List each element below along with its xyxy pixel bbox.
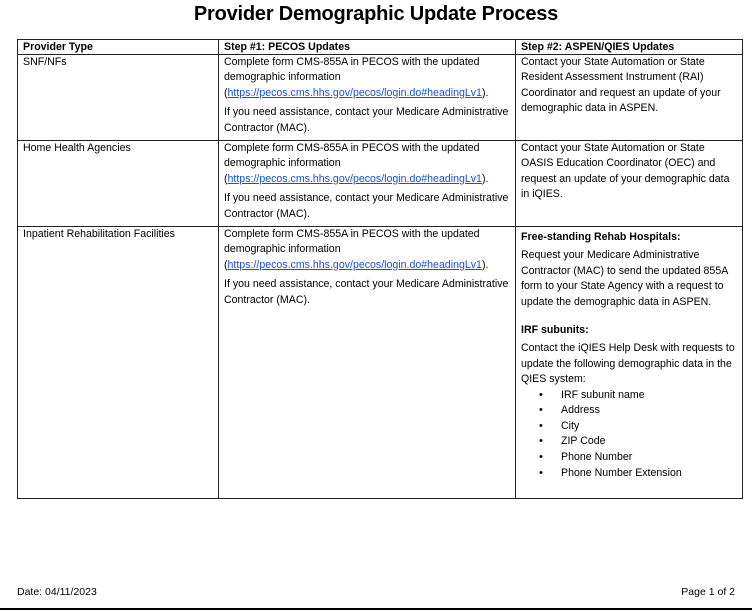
provider-update-table: [17, 39, 743, 499]
list-item: • ZIP Code: [561, 434, 738, 450]
list-item: • Phone Number Extension: [561, 466, 738, 482]
step2-instructions: Contact your State Automation or State OASIS Education Coordinator (OEC) and request an update of your demographic data in iQIES.: [521, 142, 730, 201]
table-row: [18, 141, 743, 227]
pecos-link[interactable]: https://pecos.cms.hhs.gov/pecos/login.do#headingLv1: [227, 86, 482, 99]
freestanding-heading: Free-standing Rehab Hospitals:: [521, 231, 681, 243]
step1-instructions: Complete form CMS-855A in PECOS with the updated demographic information (https://pecos.cms.hhs.gov/pecos/login.do#headingLv1).: [224, 228, 489, 271]
list-item: • City: [561, 419, 738, 435]
pecos-link[interactable]: https://pecos.cms.hhs.gov/pecos/login.do#headingLv1: [227, 258, 482, 271]
header-step2: Step #2: ASPEN/QIES Updates: [516, 40, 743, 55]
step1-assist-text: If you need assistance, contact your Medicare Administrative Contractor (MAC).: [224, 278, 509, 306]
footer-date: Date: 04/11/2023: [17, 586, 97, 598]
step2-cell: [516, 55, 743, 141]
header-provider-type: Provider Type: [18, 40, 219, 55]
provider-type-cell: Home Health Agencies: [18, 141, 219, 227]
list-item: • IRF subunit name: [561, 388, 738, 404]
step2-instructions: Contact your State Automation or State Resident Assessment Instrument (RAI) Coordinator and request an update of your demographic data in ASPEN.: [521, 56, 721, 115]
step1-assist-text: If you need assistance, contact your Medicare Administrative Contractor (MAC).: [224, 106, 509, 134]
header-step1: Step #1: PECOS Updates: [219, 40, 516, 55]
step1-instructions: Complete form CMS-855A in PECOS with the updated demographic information (https://pecos.cms.hhs.gov/pecos/login.do#headingLv1).: [224, 56, 489, 99]
footer-page-number: Page 1 of 2: [681, 586, 735, 598]
step1-cell: [219, 141, 516, 227]
step1-assist-text: If you need assistance, contact your Medicare Administrative Contractor (MAC).: [224, 192, 509, 220]
list-item: • Address: [561, 403, 738, 419]
pecos-link[interactable]: https://pecos.cms.hhs.gov/pecos/login.do#headingLv1: [227, 172, 482, 185]
table-row: [18, 55, 743, 141]
provider-type-cell: Inpatient Rehabilitation Facilities: [18, 227, 219, 499]
freestanding-text: Request your Medicare Administrative Contractor (MAC) to send the updated 855A form to your State Agency with a request to update the demographic data in ASPEN.: [521, 249, 728, 308]
step1-cell: [219, 55, 516, 141]
irf-subunits-text: Contact the iQIES Help Desk with requests to update the following demographic data in the QIES system:: [521, 342, 735, 386]
list-item: • Phone Number: [561, 450, 738, 466]
step2-cell: [516, 227, 743, 499]
irf-subunits-heading: IRF subunits:: [521, 324, 589, 337]
provider-type-cell: SNF/NFs: [18, 55, 219, 141]
footer-divider: [0, 608, 752, 610]
document-title: Provider Demographic Update Process: [193, 3, 559, 25]
demographic-fields-list: [521, 388, 738, 482]
step2-cell: [516, 141, 743, 227]
step1-instructions: Complete form CMS-855A in PECOS with the updated demographic information (https://pecos.cms.hhs.gov/pecos/login.do#headingLv1).: [224, 142, 489, 185]
step1-cell: [219, 227, 516, 499]
table-header-row: [18, 40, 743, 55]
table-row: [18, 227, 743, 499]
